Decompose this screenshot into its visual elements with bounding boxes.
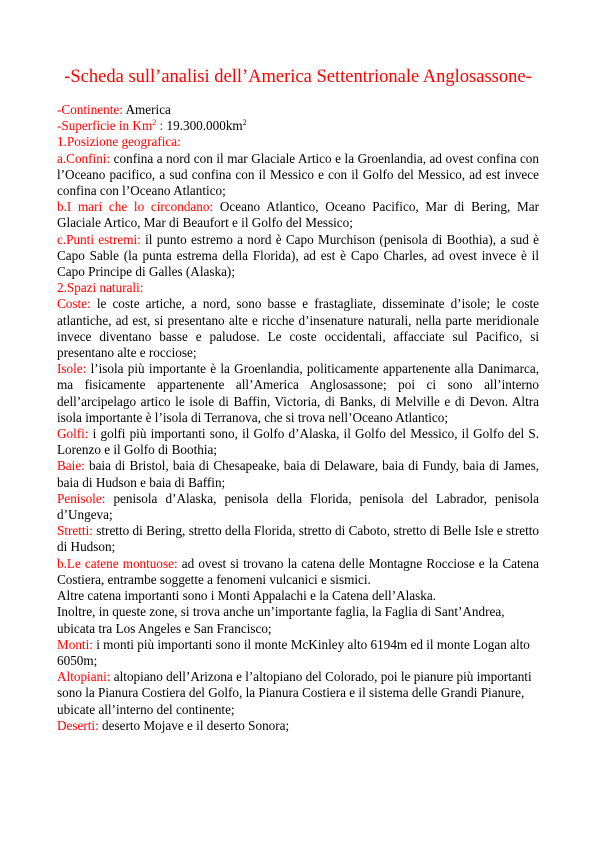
coste-label: Coste: [57,296,91,312]
confini-paragraph [57,151,539,200]
superficie-label [57,118,163,133]
confini-label: a.Confini: [57,150,111,166]
deserti-text: deserto Mojave e il deserto Sonora; [98,717,290,733]
mari-paragraph [57,199,539,231]
altopiani-label: Altopiani: [57,669,111,685]
monti-paragraph [57,637,539,669]
stretti-text: stretto di Bering, stretto della Florida, stretto di Caboto, stretto di Belle Isle e stretto di Hudson; [57,523,539,555]
estremi-label: c.Punti estremi: [57,231,141,247]
superficie-line [57,118,539,134]
baie-label: Baie: [57,458,85,474]
superficie-label-tail: : [156,118,164,134]
document-title: -Scheda sull’analisi dell’America Settentrionale Anglosassone- [64,67,532,87]
confini-text: confina a nord con il mar Glaciale Artico e la Groenlandia, ad ovest confina con l’Oceano pacifico, a sud confina con il Messico e con il Golfo del Messico, ad est invece confina con l’Oceano Atlantico; [57,150,539,199]
estremi-paragraph [57,232,539,281]
catene-label: b.Le catene montuose: [57,555,178,571]
penisole-label: Penisole: [57,490,106,506]
stretti-paragraph [57,523,539,555]
continente-value: America [122,102,171,117]
baie-paragraph [57,458,539,490]
monti-text: i monti più importanti sono il monte McKinley alto 6194m ed il monte Logan alto 6050m; [57,636,530,668]
estremi-text: il punto estremo a nord è Capo Murchison (penisola di Boothia), a sud è Capo Sable (la punta estrema della Florida), ad est è Capo Charles, ad ovest invece è il Capo Principe di Galles (Alaska); [57,231,539,280]
continente-line [57,102,539,118]
penisole-text: penisola d’Alaska, penisola della Florida, penisola del Labrador, penisola d’Ungeva; [57,490,539,523]
golfi-label: Golfi: [57,426,89,442]
catene-paragraph [57,556,539,588]
superficie-label-text: -Superficie in Km [57,118,153,134]
section-heading-spazi: 2.Spazi naturali: [57,280,144,296]
faglia-paragraph: Inoltre, in queste zone, si trova anche un’importante faglia, la Faglia di Sant’Andrea, ubicata tra Los Angeles e San Francisco; [57,604,505,636]
section-heading-posizione: 1.Posizione geografica: [57,134,181,150]
isole-paragraph [57,361,539,426]
golfi-text: i golfi più importanti sono, il Golfo d’Alaska, il Golfo del Messico, il Golfo del S. Lorenzo e il Golfo di Boothia; [57,426,539,458]
deserti-paragraph [57,718,539,734]
mari-text: Oceano Atlantico, Oceano Pacifico, Mar di Bering, Mar Glaciale Artico, Mar di Beaufort e il Golfo del Messico; [57,199,539,231]
golfi-paragraph [57,426,539,458]
monti-label: Monti: [57,636,93,652]
deserti-label: Deserti: [57,717,99,733]
altopiani-paragraph [57,669,539,718]
isole-label: Isole: [57,361,87,377]
superficie-value-sup: 2 [242,118,247,128]
coste-paragraph [57,296,539,361]
stretti-label: Stretti: [57,523,93,539]
coste-text: le coste artiche, a nord, sono basse e frastagliate, disseminate d’isole; le coste atlantiche, ad est, si presentano alte e ricche d’insenature naturali, nella parte meridionale invece diventano basse e paludose. Le coste occidentali, affacciate sul Pacifico, si presentano alte e rocciose; [57,296,539,361]
baie-text: baia di Bristol, baia di Chesapeake, baia di Delaware, baia di Fundy, baia di James, baia di Hudson e baia di Baffin; [57,458,539,490]
altopiani-text: altopiano dell’Arizona e l’altopiano del Colorado, poi le pianure più importanti sono la Pianura Costiera del Golfo, la Pianura Costiera e il sistema delle Grandi Pianure, ubicate all’interno del continente; [57,669,532,717]
superficie-label-sup: 2 [152,118,157,128]
altre-catene-paragraph: Altre catena importanti sono i Monti Appalachi e la Catena dell’Alaska. [57,588,437,604]
mari-label: b.I mari che lo circondano: [57,199,214,215]
superficie-value: 19.300.000km [163,118,243,134]
penisole-paragraph [57,491,539,523]
continente-label: -Continente: [57,102,123,117]
isole-text: l’isola più importante è la Groenlandia, politicamente appartenente alla Danimarca, ma fisicamente appartenente all’America Anglosassone; poi ci sono all’interno dell’arcipelago artico le isole di Baffin, Victoria, di Banks, di Melville e di Devon. Altra isola importante è l’isola di Terranova, che si trova nell’Oceano Atlantico; [57,361,539,425]
catene-text: ad ovest si trovano la catena delle Montagne Rocciose e la Catena Costiera, entrambe soggette a fenomeni vulcanici e sismici. [57,555,539,587]
